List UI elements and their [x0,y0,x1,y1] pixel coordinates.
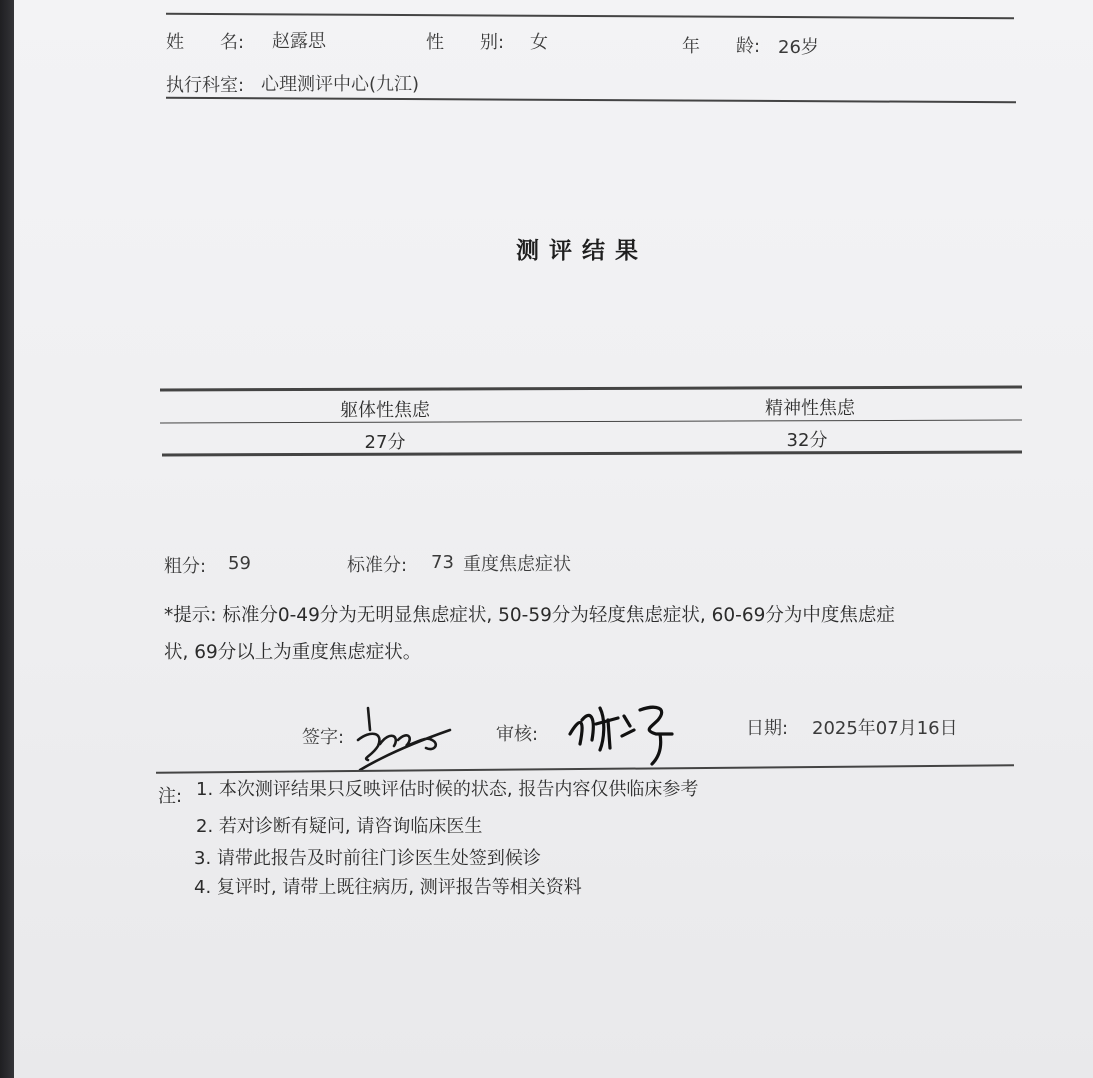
age-label: 年 龄: [682,36,761,57]
header-somatic-anxiety: 躯体性焦虑 [340,400,430,421]
review-label: 审核: [496,724,539,745]
note-item-2: 2. 若对诊断有疑问, 请咨询临床医生 [196,816,483,837]
gender-label: 性 别: [426,32,505,53]
hint-line-1: *提示: 标准分0-49分为无明显焦虑症状, 50-59分为轻度焦虑症状, 60-69分为中度焦虑症 [164,605,895,626]
gender-value: 女 [530,32,548,53]
standard-score-label: 标准分: [347,555,408,576]
note-item-4: 4. 复评时, 请带上既往病历, 测评报告等相关资料 [194,877,582,898]
hint-line-2: 状, 69分以上为重度焦虑症状。 [164,642,422,663]
note-item-3: 3. 请带此报告及时前往门诊医生处签到候诊 [194,848,541,869]
note-item-1: 1. 本次测评结果只反映评估时候的状态, 报告内容仅供临床参考 [196,779,699,800]
notes-prefix: 注: [158,786,183,807]
score-conclusion: 重度焦虑症状 [463,554,571,575]
date-label: 日期: [746,718,789,739]
sign-label: 签字: [302,727,345,748]
name-value: 赵露思 [272,31,326,52]
signer-signature [350,700,460,780]
value-somatic-anxiety: 27分 [364,432,406,453]
name-label: 姓 名: [166,32,245,53]
department-label: 执行科室: [166,75,245,96]
raw-score-label: 粗分: [164,556,207,577]
header-psychic-anxiety: 精神性焦虑 [765,398,855,419]
date-value: 2025年07月16日 [812,718,958,739]
reviewer-signature [560,690,690,770]
standard-score-value: 73 [431,552,454,573]
report-sheet [14,0,1093,1078]
report-title: 测评结果 [516,238,648,264]
department-value: 心理测评中心(九江) [261,74,420,95]
age-value: 26岁 [778,37,819,58]
raw-score-value: 59 [228,553,251,574]
value-psychic-anxiety: 32分 [786,430,828,451]
